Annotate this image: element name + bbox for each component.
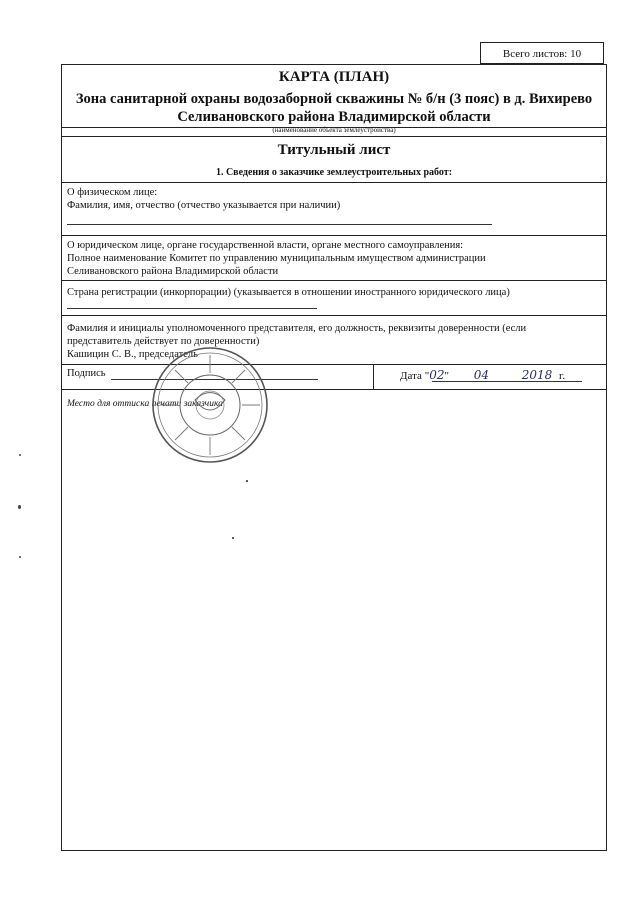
legal-full-name-line1: Полное наименование Комитет по управлению муниципальным имуществом администрации	[67, 253, 486, 264]
scan-speck	[19, 454, 21, 456]
representative-label-line2: представитель действует по доверенности)	[67, 336, 260, 347]
signature-label: Подпись	[67, 368, 106, 379]
date-label: Дата	[400, 370, 422, 382]
scan-speck	[232, 537, 234, 539]
document-frame	[61, 64, 607, 851]
individual-heading: О физическом лице:	[67, 187, 158, 198]
date-year: 2018	[521, 368, 553, 382]
legal-full-name-line2: Селивановского района Владимирской области	[67, 266, 279, 277]
individual-name-label: Фамилия, имя, отчество (отчество указывается при наличии)	[67, 200, 341, 211]
section1-heading: 1. Сведения о заказчике землеустроительных работ:	[215, 167, 453, 178]
stamp-place-label: Место для оттиска печати заказчика	[67, 399, 223, 409]
country-underline	[67, 308, 317, 309]
date-field: Дата "02" 04 2018 г.	[400, 368, 566, 382]
scan-speck	[18, 505, 21, 509]
divider-signature	[62, 389, 606, 390]
total-sheets-count: 10	[570, 48, 582, 60]
country-label: Страна регистрации (инкорпорации) (указывается в отношении иностранного юридического лица)	[67, 287, 510, 298]
round-seal-stamp	[150, 345, 270, 465]
scan-speck	[246, 480, 248, 482]
date-divider	[373, 364, 374, 389]
document-title: КАРТА (ПЛАН)	[278, 69, 390, 85]
representative-value: Кашицин С. В., председатель	[67, 349, 198, 360]
scan-speck	[19, 556, 21, 558]
divider-section1	[62, 182, 606, 183]
date-year-suffix: г.	[559, 370, 566, 382]
title-sheet-heading: Титульный лист	[277, 142, 391, 158]
divider-legal	[62, 280, 606, 281]
total-sheets-box	[480, 42, 604, 64]
date-underline	[432, 381, 582, 382]
object-name-line1: Зона санитарной охраны водозаборной скважины № б/н (3 пояс) в д. Вихирево	[75, 91, 593, 107]
individual-name-underline	[67, 224, 492, 225]
divider-individual	[62, 235, 606, 236]
divider-caption	[62, 136, 606, 137]
total-sheets-label: Всего листов:	[502, 48, 568, 60]
divider-representative	[62, 364, 606, 365]
object-name	[62, 90, 606, 126]
legal-heading: О юридическом лице, органе государственной власти, органе местного самоуправления:	[67, 240, 464, 251]
object-caption: (наименование объекта землеустройства)	[272, 126, 396, 134]
date-month: 04	[473, 368, 489, 382]
representative-label-line1: Фамилия и инициалы уполномоченного представителя, его должность, реквизиты доверенности (если	[67, 323, 527, 334]
date-day: 02	[429, 368, 445, 382]
object-name-line2: Селивановского района Владимирской области	[177, 109, 491, 125]
divider-country	[62, 315, 606, 316]
